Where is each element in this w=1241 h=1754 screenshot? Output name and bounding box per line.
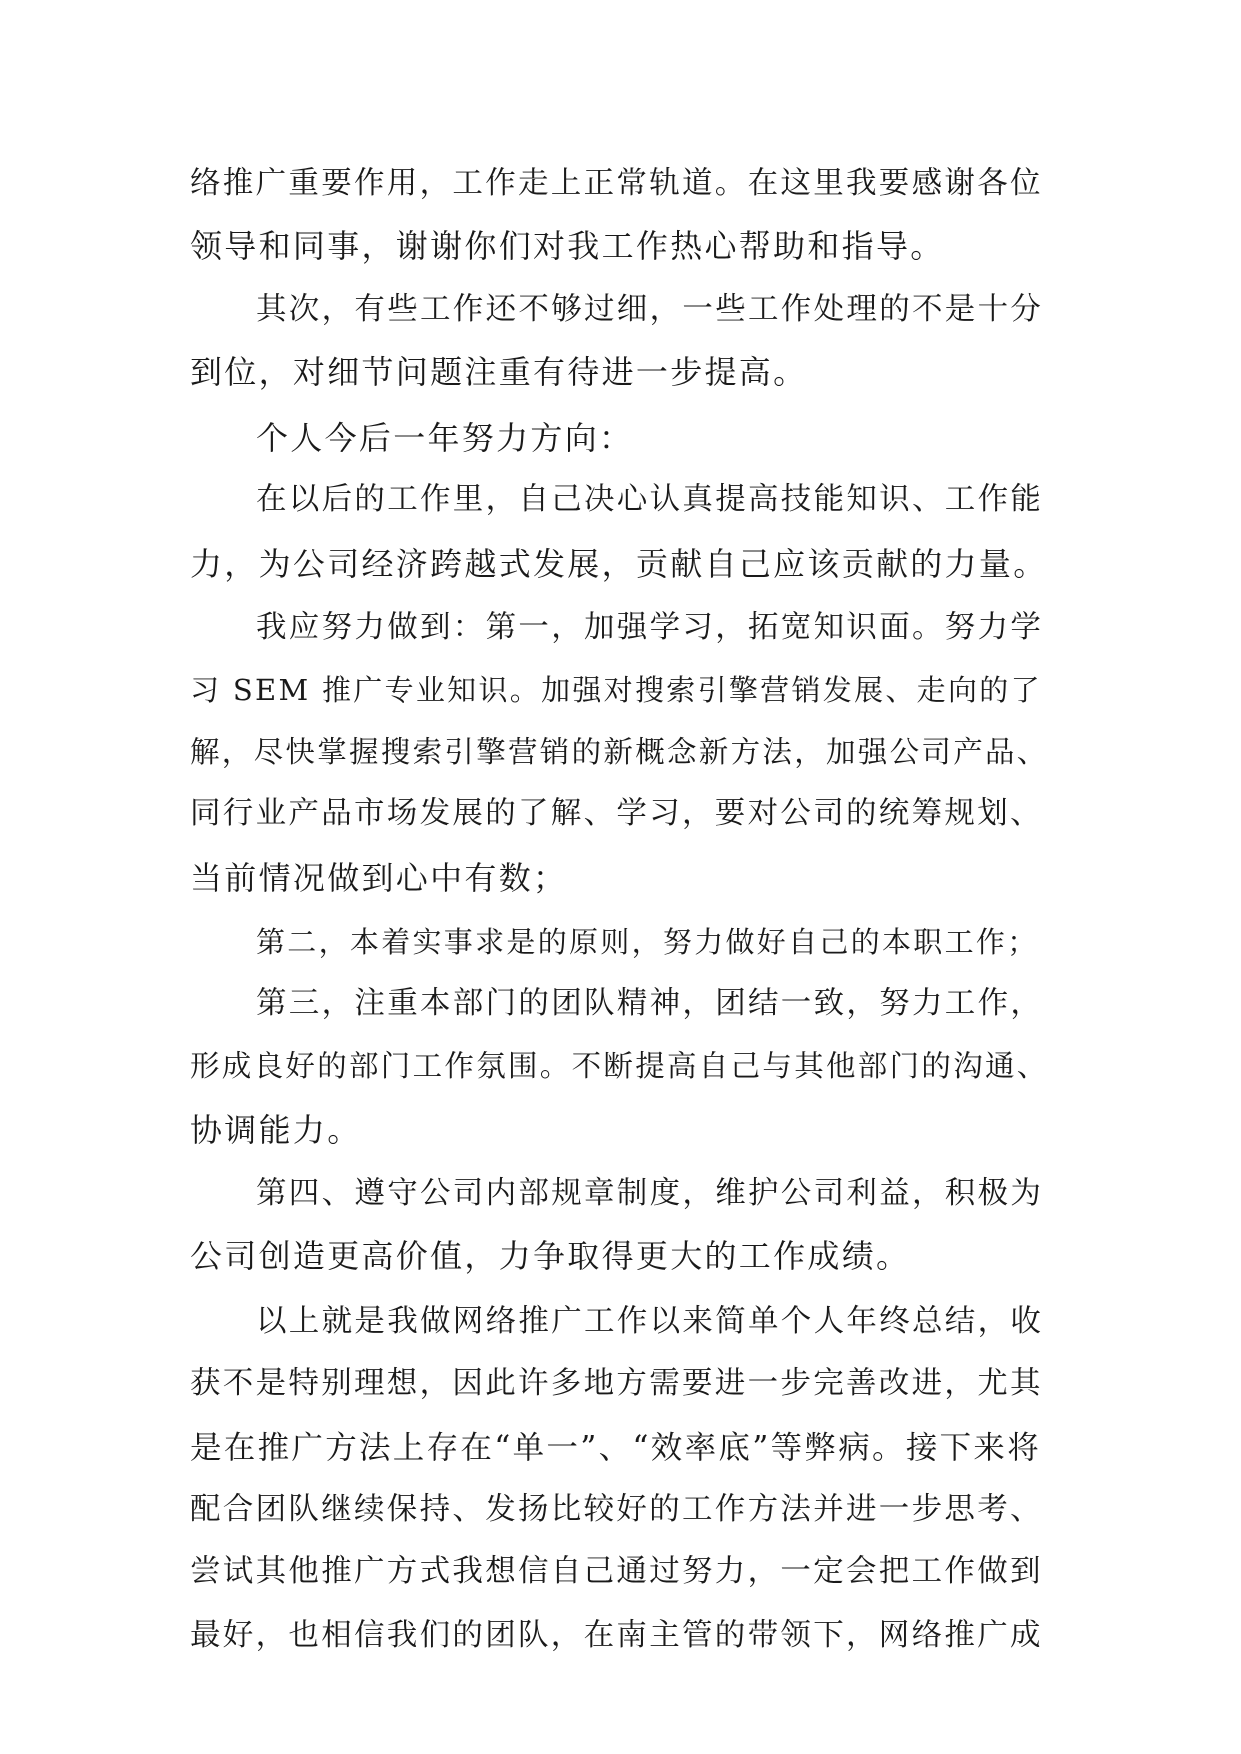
paragraph-line: 最好，也相信我们的团队，在南主管的带领下，网络推广成	[190, 1618, 1043, 1653]
paragraph-line: 我应努力做到：第一，加强学习，拓宽知识面。努力学	[256, 610, 1044, 645]
paragraph-line: 尝试其他推广方式我想信自己通过努力，一定会把工作做到	[190, 1554, 1043, 1589]
paragraph-line: 习 SEM 推广专业知识。加强对搜索引擎营销发展、走向的了	[190, 673, 1042, 707]
paragraph-line: 第四、遵守公司内部规章制度，维护公司利益，积极为	[256, 1176, 1044, 1211]
paragraph-line: 协调能力。	[190, 1111, 362, 1149]
paragraph-line: 获不是特别理想，因此许多地方需要进一步完善改进，尤其	[190, 1366, 1043, 1401]
paragraph-line: 解，尽快掌握搜索引擎营销的新概念新方法，加强公司产品、	[190, 735, 1049, 769]
paragraph-line: 第三，注重本部门的团队精神，团结一致，努力工作，	[256, 986, 1044, 1021]
paragraph-line: 配合团队继续保持、发扬比较好的工作方法并进一步思考、	[190, 1492, 1043, 1527]
paragraph-line: 到位，对细节问题注重有待进一步提高。	[190, 353, 808, 391]
paragraph-line: 络推广重要作用，工作走上正常轨道。在这里我要感谢各位	[190, 166, 1043, 201]
paragraph-line: 领导和同事，谢谢你们对我工作热心帮助和指导。	[190, 227, 945, 265]
paragraph-line: 当前情况做到心中有数；	[190, 859, 568, 897]
paragraph-line: 力，为公司经济跨越式发展，贡献自己应该贡献的力量。	[190, 545, 1048, 583]
paragraph-line: 形成良好的部门工作氛围。不断提高自己与其他部门的沟通、	[190, 1049, 1049, 1083]
paragraph-line: 以上就是我做网络推广工作以来简单个人年终总结，收	[256, 1304, 1044, 1339]
paragraph-line: 公司创造更高价值，力争取得更大的工作成绩。	[190, 1237, 911, 1275]
paragraph-line: 个人今后一年努力方向：	[256, 419, 634, 457]
paragraph-line: 第二，本着实事求是的原则，努力做好自己的本职工作；	[256, 925, 1039, 959]
paragraph-line: 同行业产品市场发展的了解、学习，要对公司的统筹规划、	[190, 796, 1043, 831]
paragraph-line: 是在推广方法上存在“单一”、“效率底”等弊病。接下来将	[190, 1430, 1042, 1466]
paragraph-line: 在以后的工作里，自己决心认真提高技能知识、工作能	[256, 482, 1044, 517]
paragraph-line: 其次，有些工作还不够过细，一些工作处理的不是十分	[256, 292, 1044, 327]
